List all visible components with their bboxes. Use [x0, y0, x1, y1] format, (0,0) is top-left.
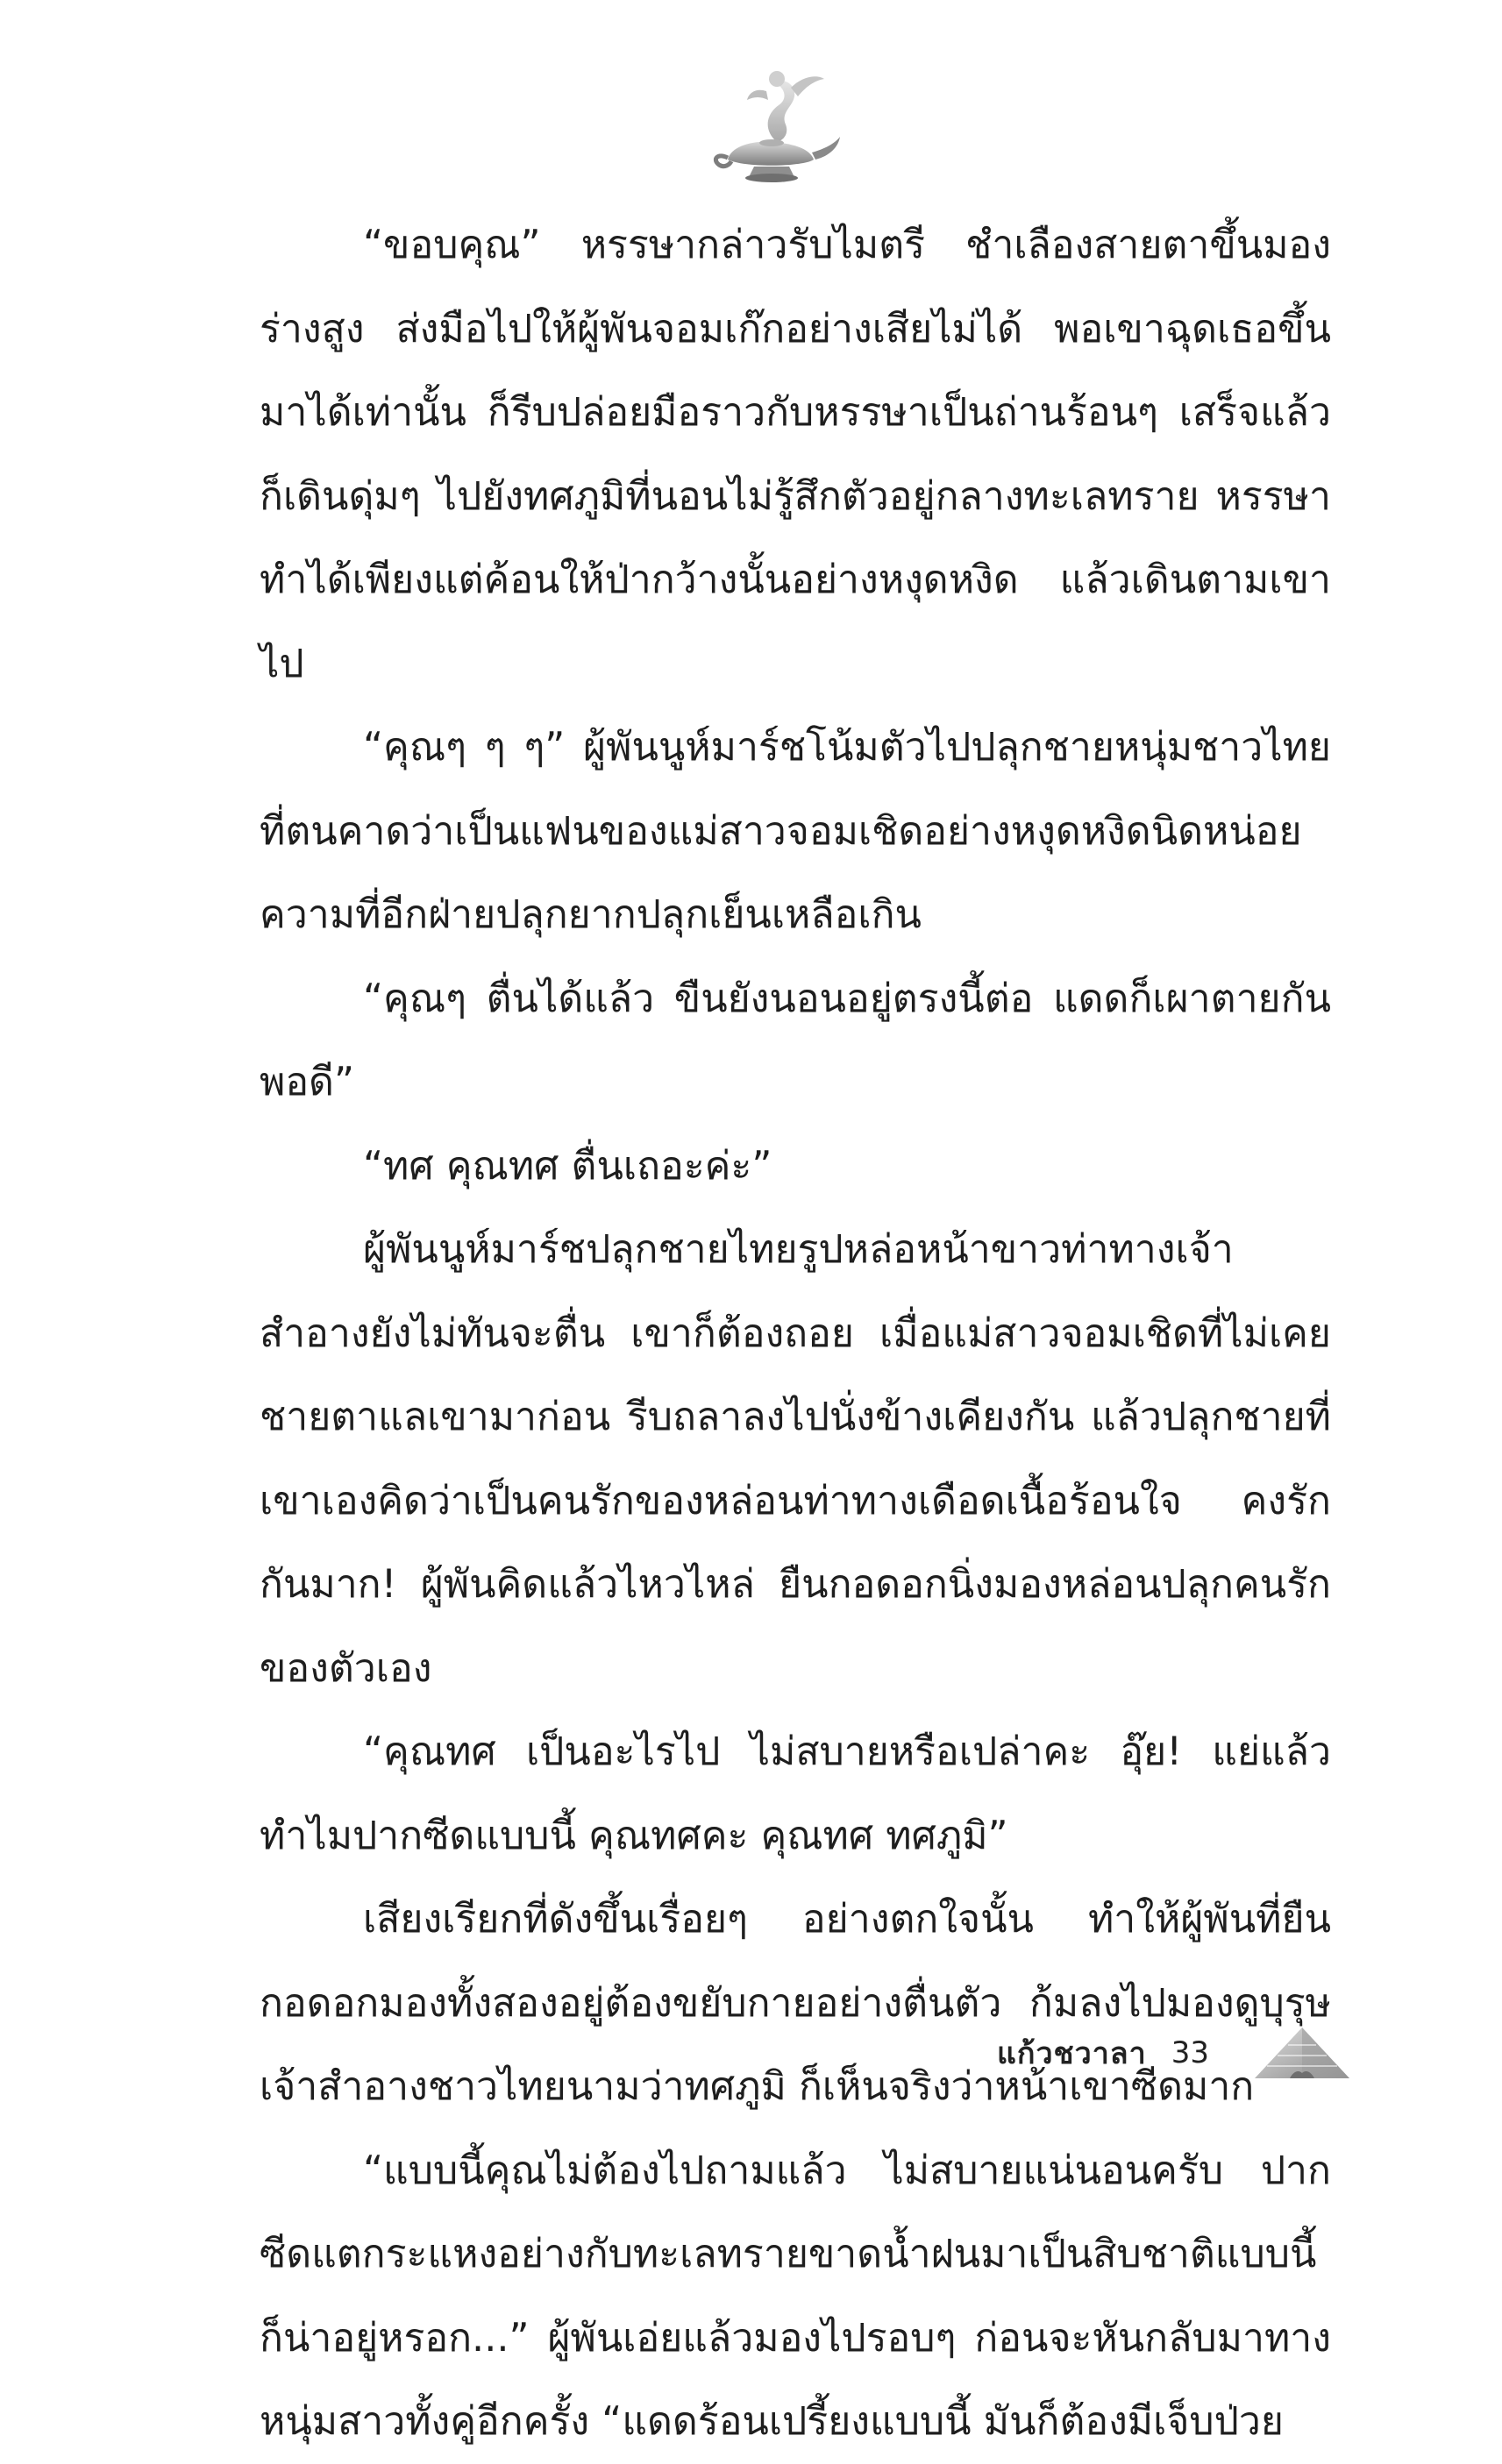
- body-text: [260, 203, 1331, 2464]
- paragraph: “คุณๆ ๆ ๆ” ผู้พันนูห์มาร์ชโน้มตัวไปปลุกชายหนุ่มชาวไทยที่ตนคาดว่าเป็นแฟนของแม่สาวจอมเชิดอย่างหงุดหงิดนิดหน่อย ความที่อีกฝ่ายปลุกยากปลุกเย็นเหลือเกิน: [260, 725, 1331, 937]
- page-number: 33: [1171, 2035, 1209, 2070]
- paragraph: “ขอบคุณ” หรรษากล่าวรับไมตรี ชำเลืองสายตาขึ้นมองร่างสูง ส่งมือไปให้ผู้พันจอมเก๊กอย่างเสียไม่ได้ พอเขาฉุดเธอขึ้นมาได้เท่านั้น ก็รีบปล่อยมือราวกับหรรษาเป็นถ่านร้อนๆ เสร็จแล้วก็เดินดุ่มๆ ไปยังทศภูมิที่นอนไม่รู้สึกตัวอยู่กลางทะเลทราย หรรษาทำได้เพียงแต่ค้อนให้ป่ากว้างนั้นอย่างหงุดหงิด แล้วเดินตามเขาไป: [260, 223, 1331, 686]
- paragraph: “คุณๆ ตื่นได้แล้ว ขืนยังนอนอยู่ตรงนี้ต่อ แดดก็เผาตายกันพอดี”: [260, 976, 1331, 1104]
- paragraph: “คุณทศ เป็นอะไรไป ไม่สบายหรือเปล่าคะ อุ๊ย! แย่แล้ว ทำไมปากซีดแบบนี้ คุณทศคะ คุณทศ ทศภูมิ”: [260, 1729, 1331, 1858]
- book-title: แก้วชวาลา: [996, 2036, 1147, 2071]
- page-footer: [997, 2018, 1355, 2088]
- paragraph: เสียงเรียกที่ดังขึ้นเรื่อยๆ อย่างตกใจนั้น ทำให้ผู้พันที่ยืนกอดอกมองทั้งสองอยู่ต้องขยับกายอย่างตื่นตัว ก้มลงไปมองดูบุรุษเจ้าสำอางชาวไทยนามว่าทศภูมิ ก็เห็นจริงว่าหน้าเขาซีดมาก: [260, 1897, 1331, 2109]
- paragraph: “แบบนี้คุณไม่ต้องไปถามแล้ว ไม่สบายแน่นอนครับ ปากซีดแตกระแหงอย่างกับทะเลทรายขาดน้ำฝนมาเป็นสิบชาติแบบนี้ก็น่าอยู่หรอก...” ผู้พันเอ่ยแล้วมองไปรอบๆ ก่อนจะหันกลับมาทางหนุ่มสาวทั้งคู่อีกครั้ง “แดดร้อนเปรี้ยงแบบนี้ มันก็ต้องมีเจ็บป่วย: [260, 2148, 1331, 2444]
- paragraph: “ทศ คุณทศ ตื่นเถอะค่ะ”: [363, 1143, 772, 1189]
- paragraph: ผู้พันนูห์มาร์ชปลุกชายไทยรูปหล่อหน้าขาวท่าทางเจ้าสำอางยังไม่ทันจะตื่น เขาก็ต้องถอย เมื่อแม่สาวจอมเชิดที่ไม่เคยชายตาแลเขามาก่อน รีบถลาลงไปนั่งข้างเคียงกัน แล้วปลุกชายที่เขาเองคิดว่าเป็นคนรักของหล่อนท่าทางเดือดเนื้อร้อนใจ คงรักกันมาก! ผู้พันคิดแล้วไหวไหล่ ยืนกอดอกนิ่งมองหล่อนปลุกคนรักของตัวเอง: [260, 1227, 1331, 1691]
- pyramid-icon: [1249, 2022, 1355, 2084]
- genie-lamp-icon: [693, 61, 851, 193]
